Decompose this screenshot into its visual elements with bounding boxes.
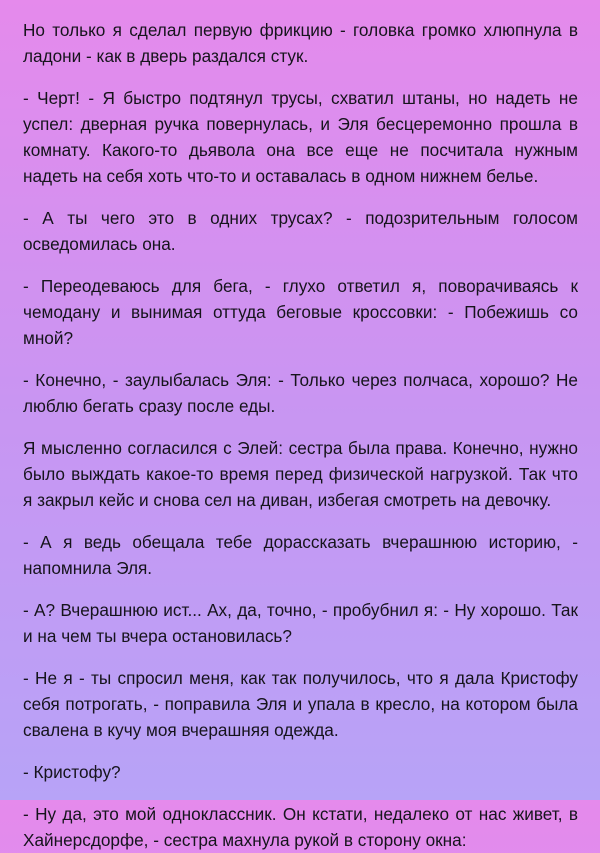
paragraph-2: - Черт! - Я быстро подтянул трусы, схватил штаны, но надеть не успел: дверная ручка повернулась, и Эля бесцеремонно прошла в комнату. Какого-то дьявола она все еще не посчитала нужным надеть на себя хоть что-то и оставалась в одном нижнем белье. bbox=[23, 88, 578, 186]
paragraph-7: - А я ведь обещала тебе дорассказать вчерашнюю историю, - напомнила Эля. bbox=[23, 532, 578, 578]
paragraph-6: Я мысленно согласился с Элей: сестра была права. Конечно, нужно было выждать какое-то время перед физической нагрузкой. Так что я закрыл кейс и снова сел на диван, избегая смотреть на девочку. bbox=[23, 438, 578, 510]
paragraph-1: Но только я сделал первую фрикцию - головка громко хлюпнула в ладони - как в дверь раздался стук. bbox=[23, 20, 578, 66]
paragraph-10: - Кристофу? bbox=[23, 762, 121, 782]
paragraph-3: - А ты чего это в одних трусах? - подозрительным голосом осведомилась она. bbox=[23, 208, 578, 254]
paragraph-4: - Переодеваюсь для бега, - глухо ответил я, поворачиваясь к чемодану и вынимая оттуда беговые кроссовки: - Побежишь со мной? bbox=[23, 276, 578, 348]
paragraph-8: - А? Вчерашнюю ист... Ах, да, точно, - пробубнил я: - Ну хорошо. Так и на чем ты вчера остановилась? bbox=[23, 600, 578, 646]
paragraph-11: - Ну да, это мой одноклассник. Он кстати, недалеко от нас живет, в Хайнерсдорфе, - сестра махнула рукой в сторону окна: bbox=[23, 804, 578, 850]
paragraph-5: - Конечно, - заулыбалась Эля: - Только через полчаса, хорошо? Не люблю бегать сразу после еды. bbox=[23, 370, 578, 416]
paragraph-9: - Не я - ты спросил меня, как так получилось, что я дала Кристофу себя потрогать, - поправила Эля и упала в кресло, на котором была свалена в кучу моя вчерашняя одежда. bbox=[23, 668, 578, 740]
